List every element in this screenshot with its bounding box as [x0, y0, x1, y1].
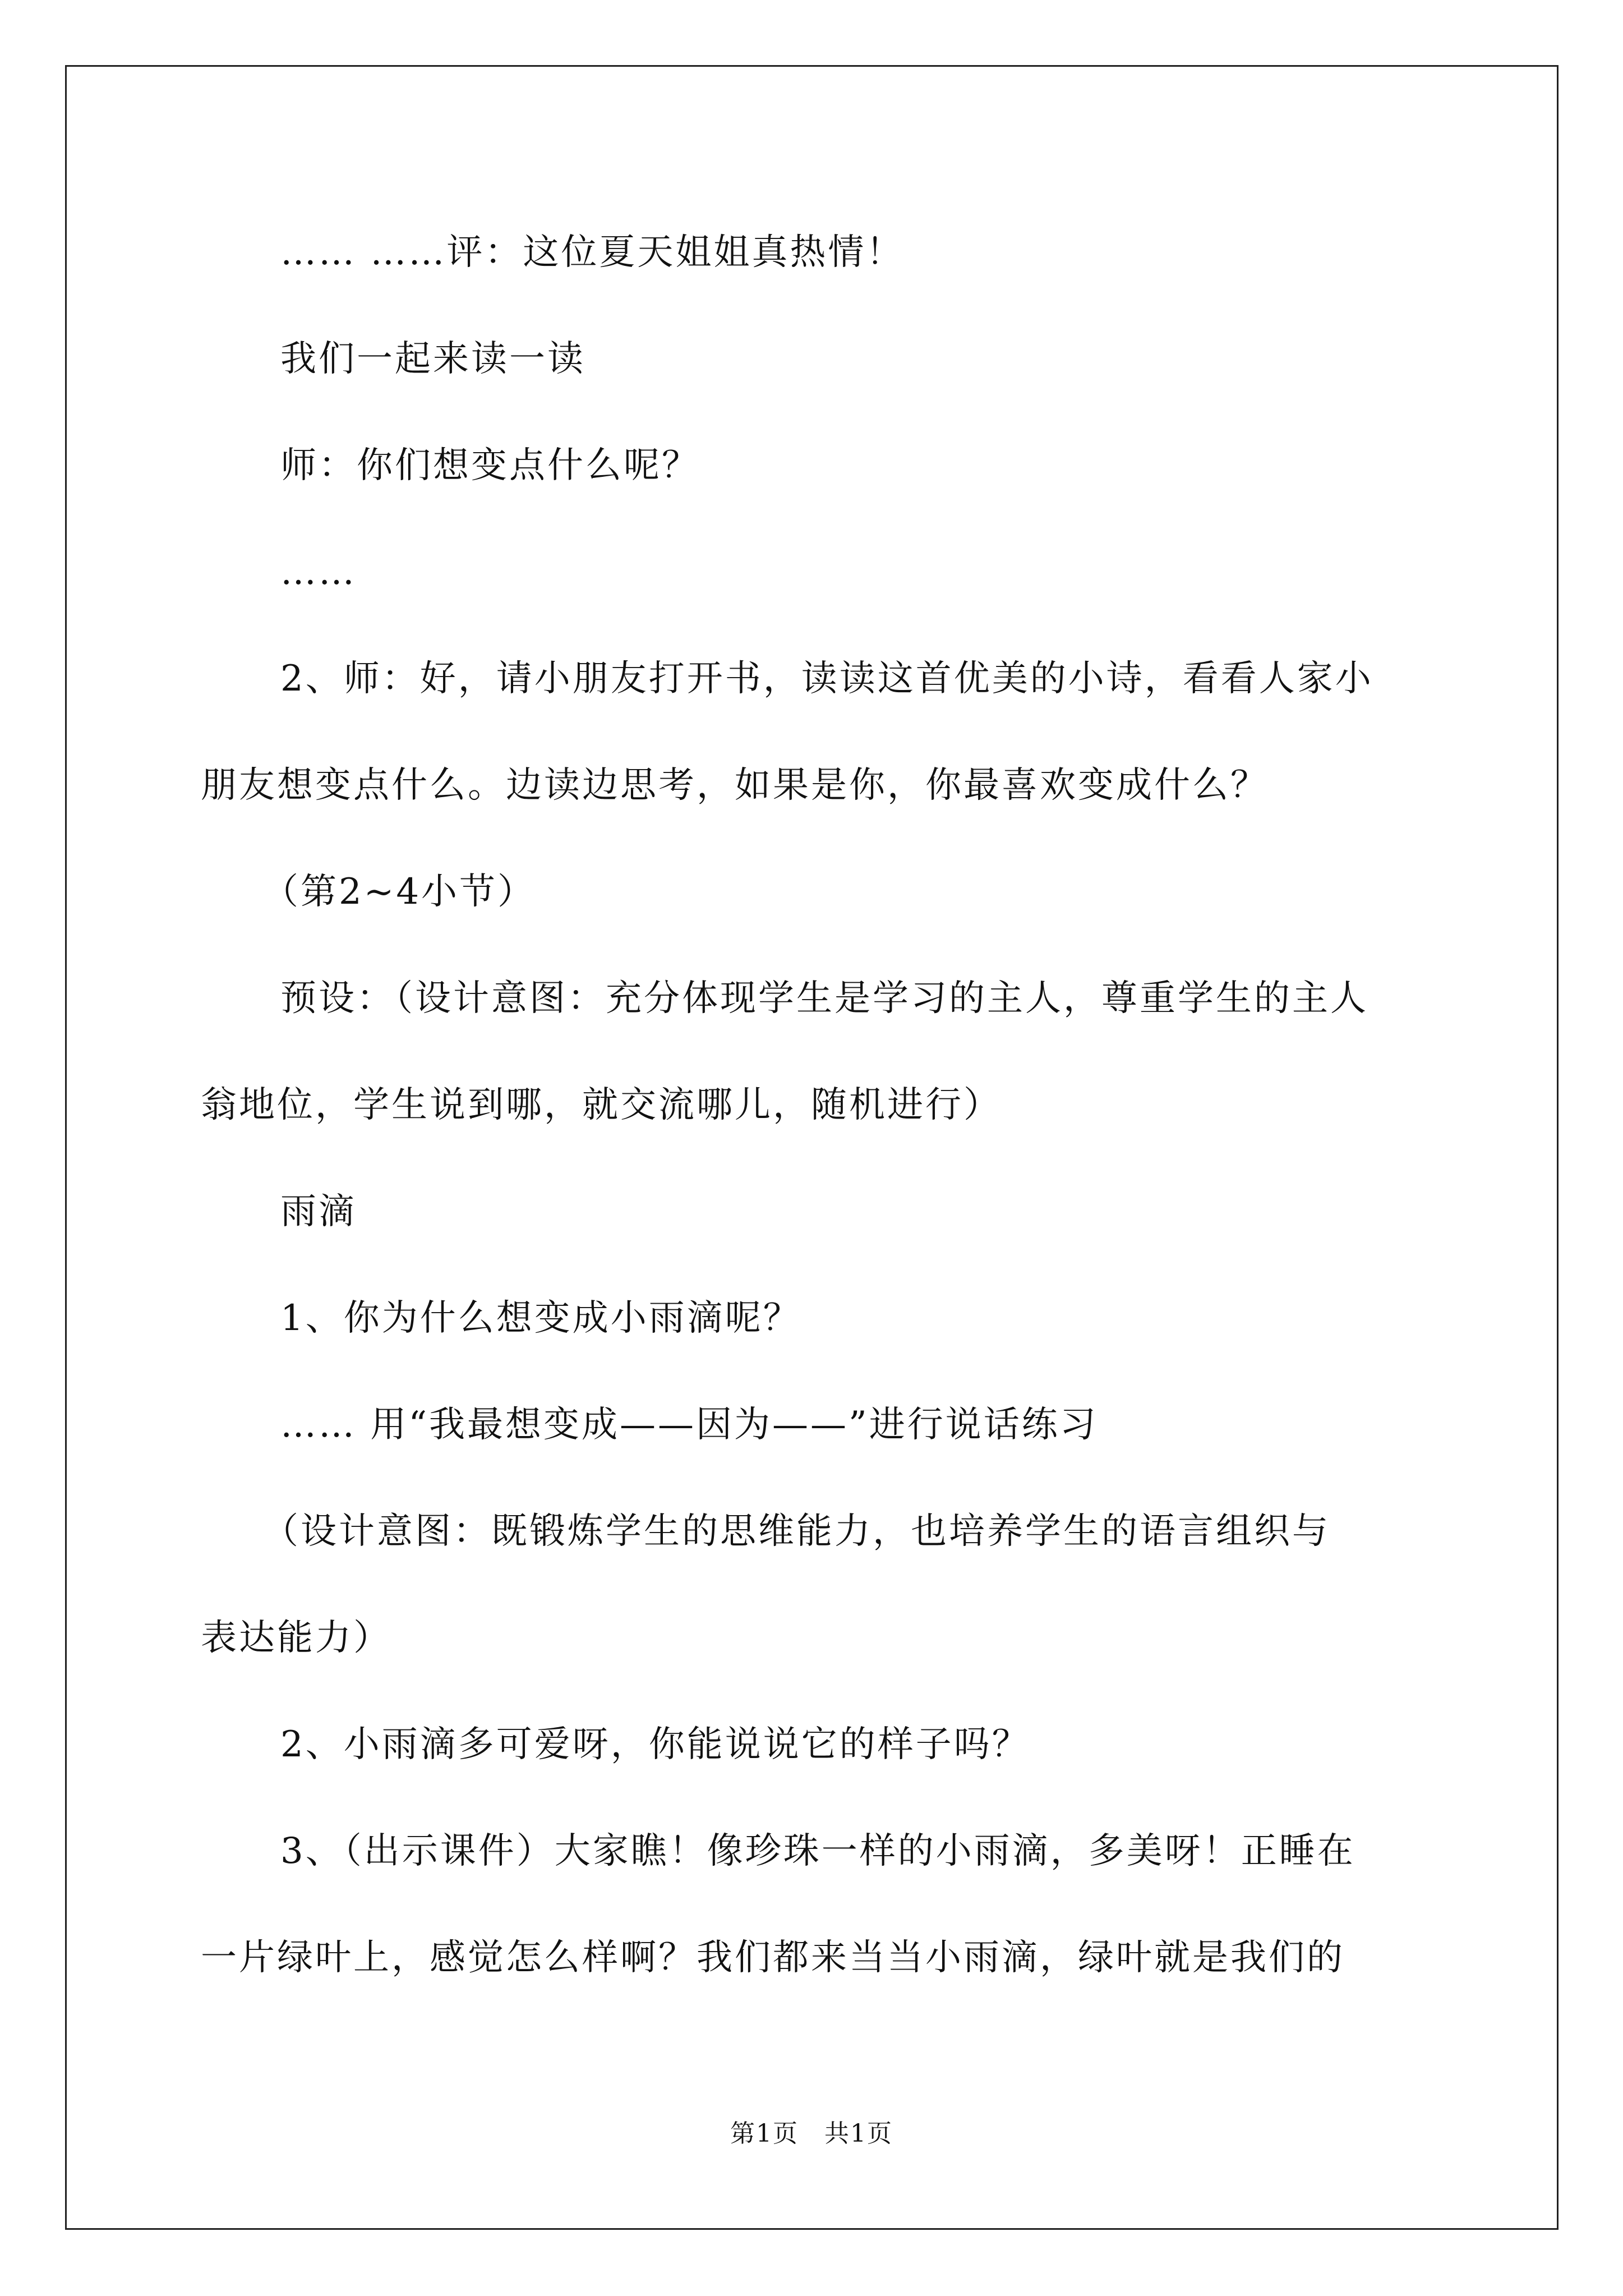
paragraph-line: 2、师：好，请小朋友打开书，读读这首优美的小诗，看看人家小	[280, 658, 1373, 700]
paragraph-line: （设计意图：既锻炼学生的思维能力，也培养学生的语言组织与	[262, 1511, 1330, 1552]
paragraph-line: 一片绿叶上，感觉怎么样啊？我们都来当当小雨滴，绿叶就是我们的	[201, 1937, 1345, 1978]
paragraph-line: 2、小雨滴多可爱呀，你能说说它的样子吗？	[280, 1724, 1030, 1765]
paragraph-line: 师：你们想变点什么呢？	[280, 445, 700, 486]
paragraph-line: 1、你为什么想变成小雨滴呢？	[280, 1297, 801, 1339]
paragraph-line: 翁地位，学生说到哪，就交流哪儿，随机进行）	[201, 1084, 1002, 1126]
paragraph-line: （第2~4小节）	[262, 871, 536, 913]
paragraph-line: ……	[280, 551, 357, 593]
paragraph-line: 表达能力）	[201, 1617, 391, 1659]
paragraph-line: …… 用“我最想变成——因为——”进行说话练习	[280, 1404, 1098, 1446]
paragraph-line: 预设：（设计意图：充分体现学生是学习的主人，尊重学生的主人	[280, 978, 1368, 1019]
paragraph-line: 我们一起来读一读	[280, 338, 585, 380]
paragraph-line: 3、（出示课件）大家瞧！像珍珠一样的小雨滴，多美呀！正睡在	[280, 1830, 1355, 1872]
paragraph-line: …… ……评：这位夏天姐姐真热情！	[280, 232, 905, 273]
paragraph-line: 朋友想变点什么。边读边思考，如果是你，你最喜欢变成什么？	[201, 765, 1269, 806]
paragraph-line: 雨滴	[280, 1191, 357, 1232]
page-number: 第1页 共1页	[730, 2119, 893, 2148]
